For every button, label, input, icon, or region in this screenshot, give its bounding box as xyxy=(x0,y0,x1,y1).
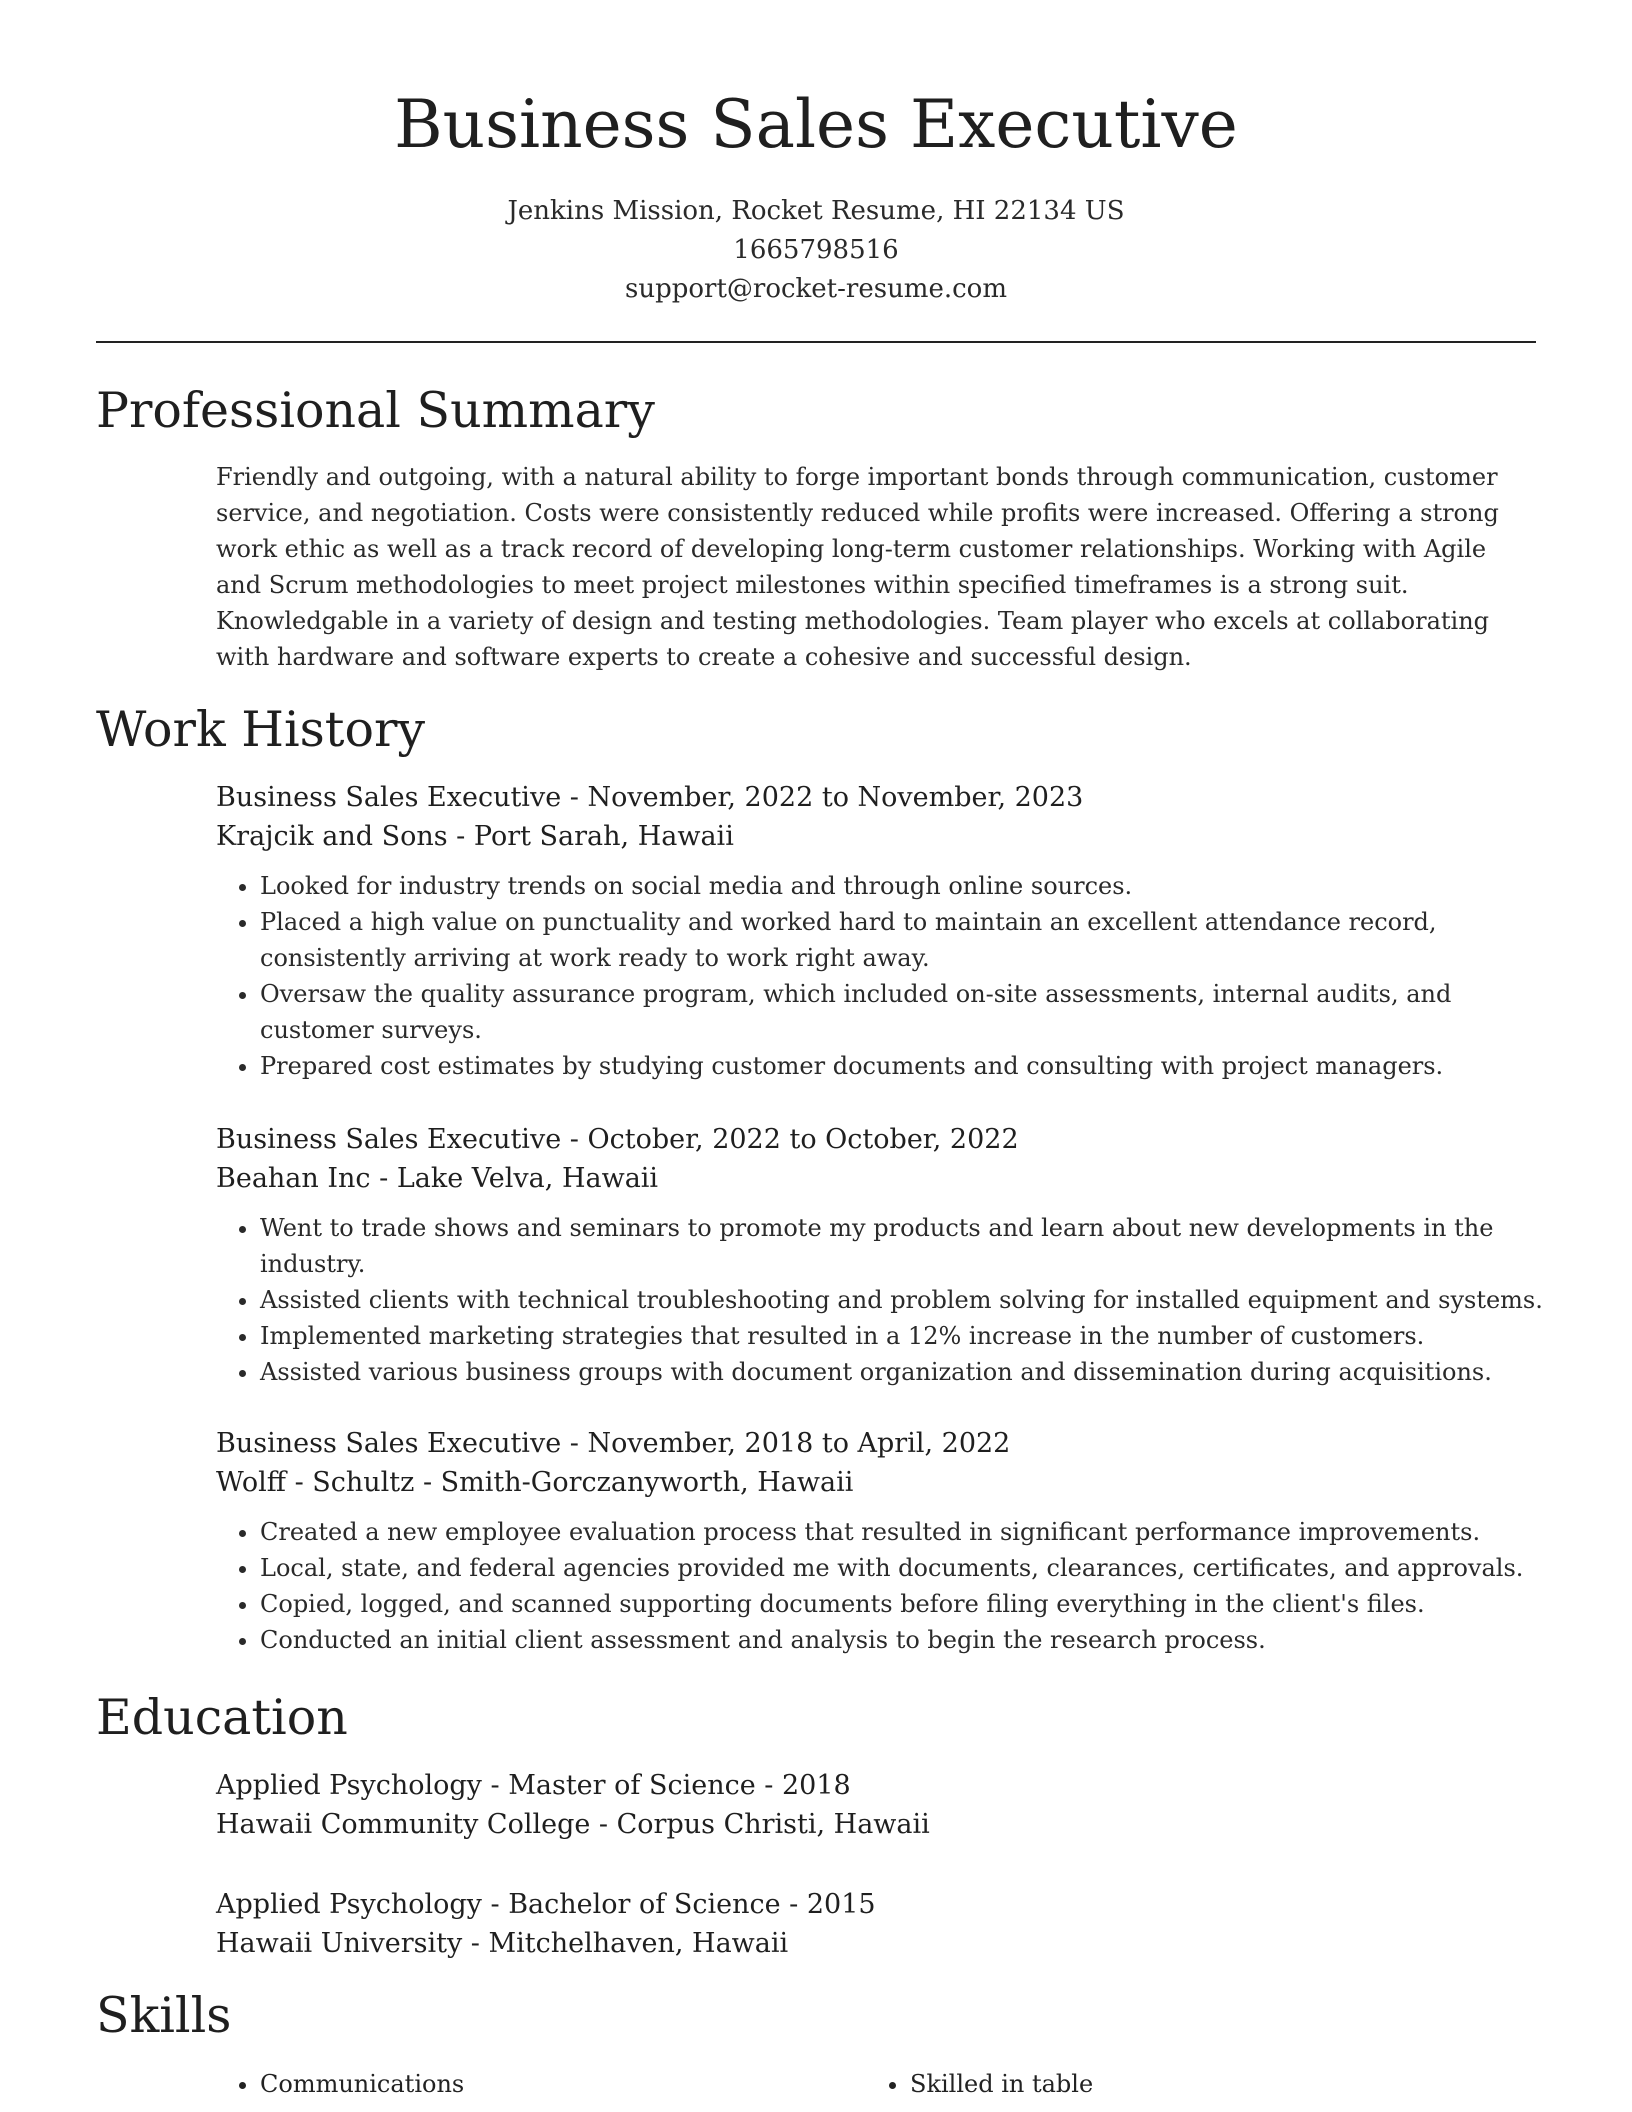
contact-phone: 1665798516 xyxy=(733,235,899,265)
job-company-line: Krajcik and Sons - Port Sarah, Hawaii xyxy=(216,821,734,852)
skills-list xyxy=(866,2066,1093,2102)
job-company-line: Beahan Inc - Lake Velva, Hawaii xyxy=(216,1163,659,1194)
job-company-line: Wolff - Schultz - Smith-Gorczanyworth, Hawaii xyxy=(216,1467,854,1498)
job-entry xyxy=(216,1120,1546,1390)
summary-heading: Professional Summary xyxy=(96,382,655,439)
job-bullets xyxy=(216,1210,1546,1390)
education-degree-line: Applied Psychology - Bachelor of Science - 2015 xyxy=(216,1889,876,1920)
education-entry xyxy=(216,1766,1546,1844)
job-bullet: • Created a new employee evaluation process that resulted in significant performance improvements. xyxy=(260,1514,1546,1550)
job-entry xyxy=(216,778,1546,1084)
job-bullet: • Prepared cost estimates by studying customer documents and consulting with project managers. xyxy=(260,1048,1546,1084)
job-entry xyxy=(216,1424,1546,1658)
skills-column-right xyxy=(866,2066,1093,2102)
job-bullet: • Went to trade shows and seminars to promote my products and learn about new developments in the industry. xyxy=(260,1210,1546,1282)
job-bullets xyxy=(216,1514,1546,1658)
job-bullets xyxy=(216,868,1546,1084)
job-bullet: • Placed a high value on punctuality and worked hard to maintain an excellent attendance record, consistently arriving at work ready to work right away. xyxy=(260,904,1546,976)
job-bullet: • Looked for industry trends on social media and through online sources. xyxy=(260,868,1546,904)
skills-heading: Skills xyxy=(96,1987,232,2044)
resume-header xyxy=(96,84,1536,309)
skill-item: • Communications xyxy=(260,2066,464,2102)
education-degree-line: Applied Psychology - Master of Science - 2018 xyxy=(216,1770,851,1801)
job-bullet: • Local, state, and federal agencies provided me with documents, clearances, certificates, and approvals. xyxy=(260,1550,1546,1586)
job-bullet: • Oversaw the quality assurance program, which included on-site assessments, internal audits, and customer surveys. xyxy=(260,976,1546,1048)
education-school-line: Hawaii Community College - Corpus Christi, Hawaii xyxy=(216,1809,930,1840)
job-title-line: Business Sales Executive - November, 2018 to April, 2022 xyxy=(216,1428,1011,1459)
job-bullet: • Implemented marketing strategies that resulted in a 12% increase in the number of customers. xyxy=(260,1318,1546,1354)
skill-item: • Skilled in table xyxy=(910,2066,1093,2102)
job-title-line: Business Sales Executive - October, 2022 to October, 2022 xyxy=(216,1124,1019,1155)
job-bullet: • Copied, logged, and scanned supporting documents before filing everything in the client's files. xyxy=(260,1586,1546,1622)
job-bullet: • Conducted an initial client assessment and analysis to begin the research process. xyxy=(260,1622,1546,1658)
education-entry xyxy=(216,1885,1546,1963)
skills-column-left xyxy=(216,2066,464,2102)
job-bullet: • Assisted clients with technical troubleshooting and problem solving for installed equipment and systems. xyxy=(260,1282,1546,1318)
job-bullet: • Assisted various business groups with document organization and dissemination during acquisitions. xyxy=(260,1354,1546,1390)
contact-email: support@rocket-resume.com xyxy=(624,274,1007,304)
skills-list xyxy=(216,2066,464,2102)
summary-text: Friendly and outgoing, with a natural ability to forge important bonds through communication, customer service, and negotiation. Costs were consistently reduced while profits were increased. Offering a strong work ethic as well as a track record of developing long-term customer relationships. Working with Agile and Scrum methodologies to meet project milestones within specified timeframes is a strong suit. Knowledgable in a variety of design and testing methodologies. Team player who excels at collaborating with hardware and software experts to create a cohesive and successful design. xyxy=(216,463,1499,671)
job-title-line: Business Sales Executive - November, 2022 to November, 2023 xyxy=(216,782,1084,813)
work-history-heading: Work History xyxy=(96,701,426,758)
summary-section xyxy=(216,459,1536,675)
education-school-line: Hawaii University - Mitchelhaven, Hawaii xyxy=(216,1928,789,1959)
education-heading: Education xyxy=(96,1689,348,1746)
contact-address: Jenkins Mission, Rocket Resume, HI 22134 US xyxy=(507,196,1125,226)
contact-info xyxy=(96,192,1536,309)
header-divider xyxy=(96,341,1536,343)
candidate-name: Business Sales Executive xyxy=(394,86,1238,163)
